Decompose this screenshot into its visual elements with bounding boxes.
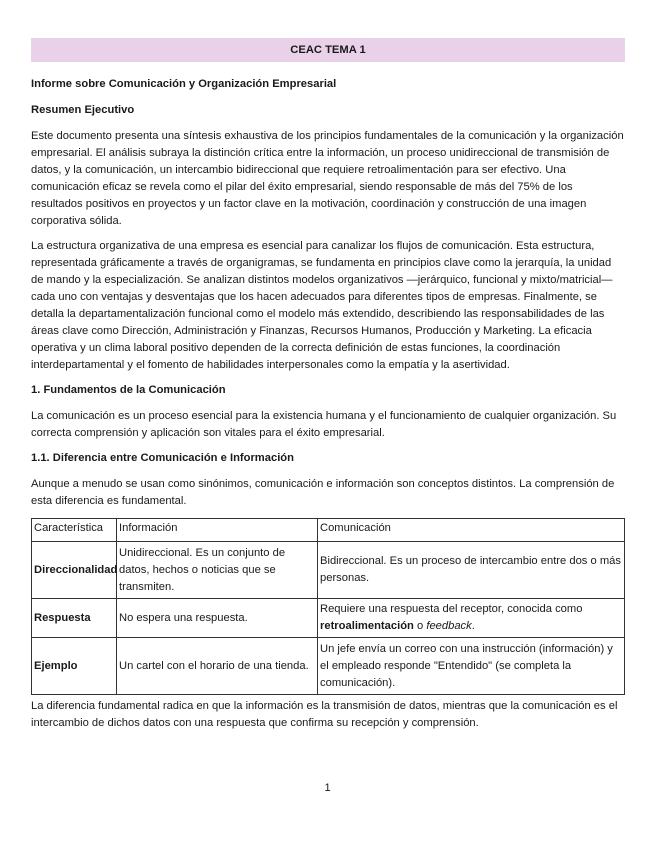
row-label: Ejemplo <box>32 638 117 695</box>
table-header-cell: Característica <box>32 519 117 542</box>
information-cell: Unidireccional. Es un conjunto de datos, hechos o noticias que se transmiten. <box>117 542 318 599</box>
information-cell: Un cartel con el horario de una tienda. <box>117 638 318 695</box>
communication-connector: o <box>413 620 427 632</box>
row-label: Respuesta <box>32 599 117 638</box>
communication-cell: Un jefe envía un correo con una instrucción (información) y el empleado responde "Entendido" (se completa la comunicación). <box>318 638 625 695</box>
table-header-cell: Información <box>117 519 318 542</box>
table-row <box>32 638 625 695</box>
comparison-table <box>31 518 625 695</box>
table-row <box>32 542 625 599</box>
after-table-paragraph: La diferencia fundamental radica en que la información es la transmisión de datos, mientras que la comunicación es el intercambio de dichos datos con una respuesta que confirma su recepción y comprensión. <box>31 700 618 729</box>
header-banner: CEAC TEMA 1 <box>31 38 625 62</box>
section-1-1-paragraph: Aunque a menudo se usan como sinónimos, comunicación e información son conceptos distintos. La comprensión de esta diferencia es fundamental. <box>31 478 615 507</box>
retroalimentacion-term: retroalimentación <box>320 620 414 632</box>
document-page <box>31 38 625 740</box>
communication-cell: Bidireccional. Es un proceso de intercambio entre dos o más personas. <box>318 542 625 599</box>
executive-summary-paragraph-1: Este documento presenta una síntesis exhaustiva de los principios fundamentales de la comunicación y la organización empresarial. El análisis subraya la distinción crítica entre la información, un proceso unidireccional de transmisión de datos, y la comunicación, un intercambio bidireccional que requiere retroalimentación para ser efectivo. Una comunicación eficaz se revela como el pilar del éxito empresarial, siendo responsable de más del 75% de los resultados positivos en proyectos y un factor clave en la motivación, coordinación y construcción de una imagen corporativa sólida. <box>31 130 624 227</box>
executive-summary-heading: Resumen Ejecutivo <box>31 104 135 116</box>
table-row <box>32 599 625 638</box>
section-1-1-heading: 1.1. Diferencia entre Comunicación e Información <box>31 452 294 464</box>
section-1-heading: 1. Fundamentos de la Comunicación <box>31 384 226 396</box>
row-label: Direccionalidad <box>32 542 117 599</box>
communication-cell <box>318 599 625 638</box>
document-title: Informe sobre Comunicación y Organización Empresarial <box>31 78 337 90</box>
communication-text: Requiere una respuesta del receptor, conocida como <box>320 603 583 615</box>
communication-period: . <box>471 620 475 632</box>
table-header-row <box>32 519 625 542</box>
information-cell: No espera una respuesta. <box>117 599 318 638</box>
section-1-paragraph: La comunicación es un proceso esencial para la existencia humana y el funcionamiento de cualquier organización. Su correcta comprensión y aplicación son vitales para el éxito empresarial. <box>31 410 617 439</box>
executive-summary-paragraph-2: La estructura organizativa de una empresa es esencial para canalizar los flujos de comunicación. Esta estructura, representada gráficamente a través de organigramas, se fundamenta en principios clave como la jerarquía, la unidad de mando y la especialización. Se analizan distintos modelos organizativos —jerárquico, funcional y mixto/matricial— cada uno con ventajas y desventajas que los hacen adecuados para diferentes tipos de empresas. Finalmente, se detalla la departamentalización funcional como el modelo más extendido, describiendo las responsabilidades de las áreas clave como Dirección, Administración y Finanzas, Recursos Humanos, Producción y Marketing. La eficacia operativa y un clima laboral positivo dependen de la correcta definición de estas funciones, la coordinación interdepartamental y el fomento de habilidades interpersonales como la empatía y la asertividad. <box>31 240 613 371</box>
feedback-term: feedback <box>426 620 472 632</box>
table-header-cell: Comunicación <box>318 519 625 542</box>
page-number: 1 <box>324 782 331 794</box>
